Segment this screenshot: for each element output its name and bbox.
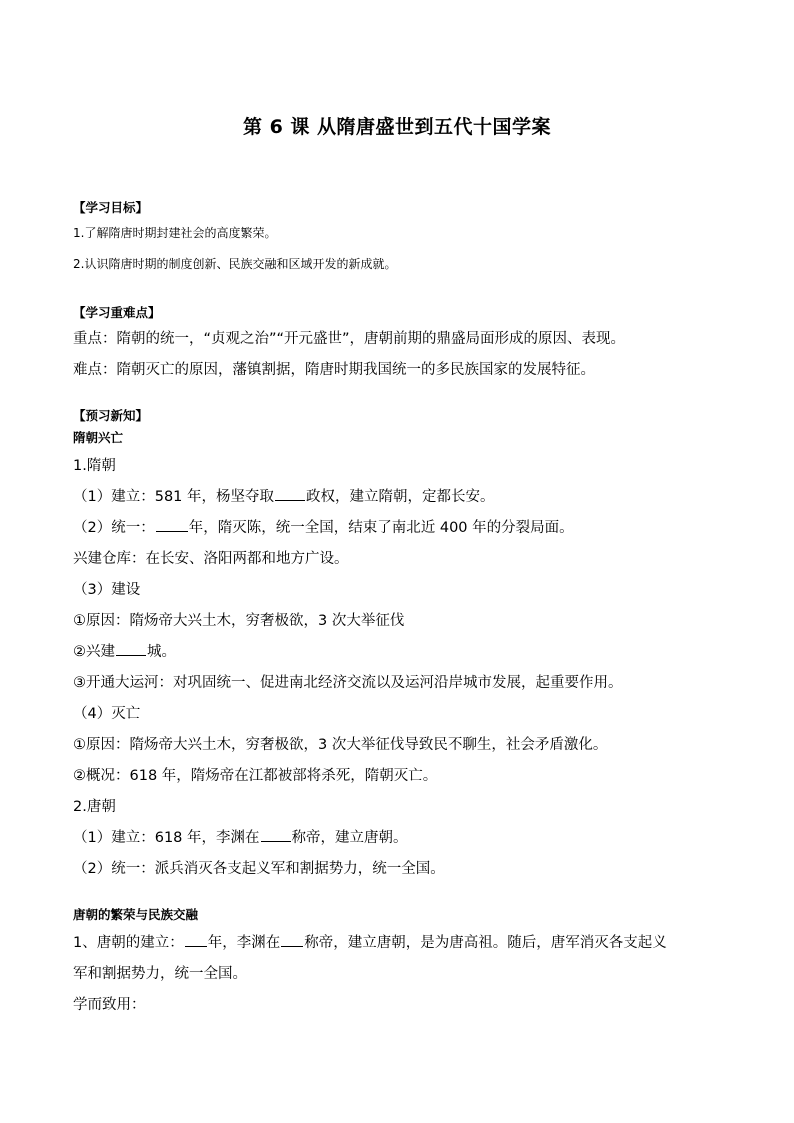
sui-construction-reason: ①原因：隋炀帝大兴土木，穷奢极欲，3 次大举征伐: [73, 613, 405, 629]
sui-unify-line: [73, 516, 574, 537]
tang-founding-continuation: 军和割据势力，统一全国。: [73, 966, 247, 982]
sui-dynasty-title: 1.隋朝: [73, 458, 116, 474]
tang-founding-text-b: 年，李渊在: [207, 935, 281, 951]
sui-establish-line: [73, 485, 495, 506]
fill-blank[interactable]: [116, 641, 146, 657]
fill-blank[interactable]: [156, 517, 188, 533]
sui-construction-title: （3）建设: [73, 582, 141, 598]
apply-prompt: 学而致用：: [73, 997, 146, 1013]
sui-fall-overview: ②概况：618 年，隋炀帝在江都被部将杀死，隋朝灭亡。: [73, 768, 438, 784]
tang-unify-line: （2）统一：派兵消灭各支起义军和割据势力，统一全国。: [73, 861, 445, 877]
section-title-tang: 唐朝的繁荣与民族交融: [73, 907, 199, 922]
tang-establish-line: [73, 826, 408, 847]
grand-canal-line: ③开通大运河：对巩固统一、促进南北经济交流以及运河沿岸城市发展，起重要作用。: [73, 675, 623, 691]
tang-founding-text-a: 1、唐朝的建立：: [73, 935, 184, 951]
key-points-heading: 【学习重难点】: [73, 305, 161, 320]
granary-line: 兴建仓库：在长安、洛阳两都和地方广设。: [73, 551, 349, 567]
sui-construction-city-line: [73, 640, 176, 661]
tang-establish-text-a: （1）建立：618 年，李渊在: [73, 830, 260, 846]
fill-blank[interactable]: [261, 827, 291, 843]
tang-founding-line: [73, 931, 667, 952]
sui-city-text-b: 城。: [147, 644, 176, 660]
sui-fall-title: （4）灭亡: [73, 706, 141, 722]
fill-blank[interactable]: [281, 932, 303, 948]
sui-establish-text-b: 政权，建立隋朝，定都长安。: [306, 489, 495, 505]
fill-blank[interactable]: [185, 932, 207, 948]
sui-unify-text-a: （2）统一：: [73, 520, 155, 536]
sui-fall-reason: ①原因：隋炀帝大兴土木，穷奢极欲，3 次大举征伐导致民不聊生，社会矛盾激化。: [73, 737, 608, 753]
fill-blank[interactable]: [275, 486, 305, 502]
tang-establish-text-b: 称帝，建立唐朝。: [291, 830, 408, 846]
objective-item-1: 1.了解隋唐时期封建社会的高度繁荣。: [73, 226, 277, 240]
difficult-point-text: 难点：隋朝灭亡的原因，藩镇割据，隋唐时期我国统一的多民族国家的发展特征。: [73, 362, 595, 378]
sui-city-text-a: ②兴建: [73, 644, 115, 660]
key-point-text: 重点：隋朝的统一，“贞观之治”“开元盛世”，唐朝前期的鼎盛局面形成的原因、表现。: [73, 331, 626, 347]
objective-item-2: 2.认识隋唐时期的制度创新、民族交融和区域开发的新成就。: [73, 257, 397, 271]
tang-founding-text-c: 称帝，建立唐朝，是为唐高祖。随后，唐军消灭各支起义: [304, 935, 667, 951]
preview-heading: 【预习新知】: [73, 408, 149, 423]
objectives-heading: 【学习目标】: [73, 200, 149, 215]
tang-dynasty-title: 2.唐朝: [73, 799, 116, 815]
sui-establish-text-a: （1）建立：581 年，杨坚夺取: [73, 489, 275, 505]
sui-unify-text-b: 年，隋灭陈，统一全国，结束了南北近 400 年的分裂局面。: [188, 520, 574, 536]
section-title-sui: 隋朝兴亡: [73, 430, 124, 445]
page-title: 第 6 课 从隋唐盛世到五代十国学案: [242, 116, 552, 138]
